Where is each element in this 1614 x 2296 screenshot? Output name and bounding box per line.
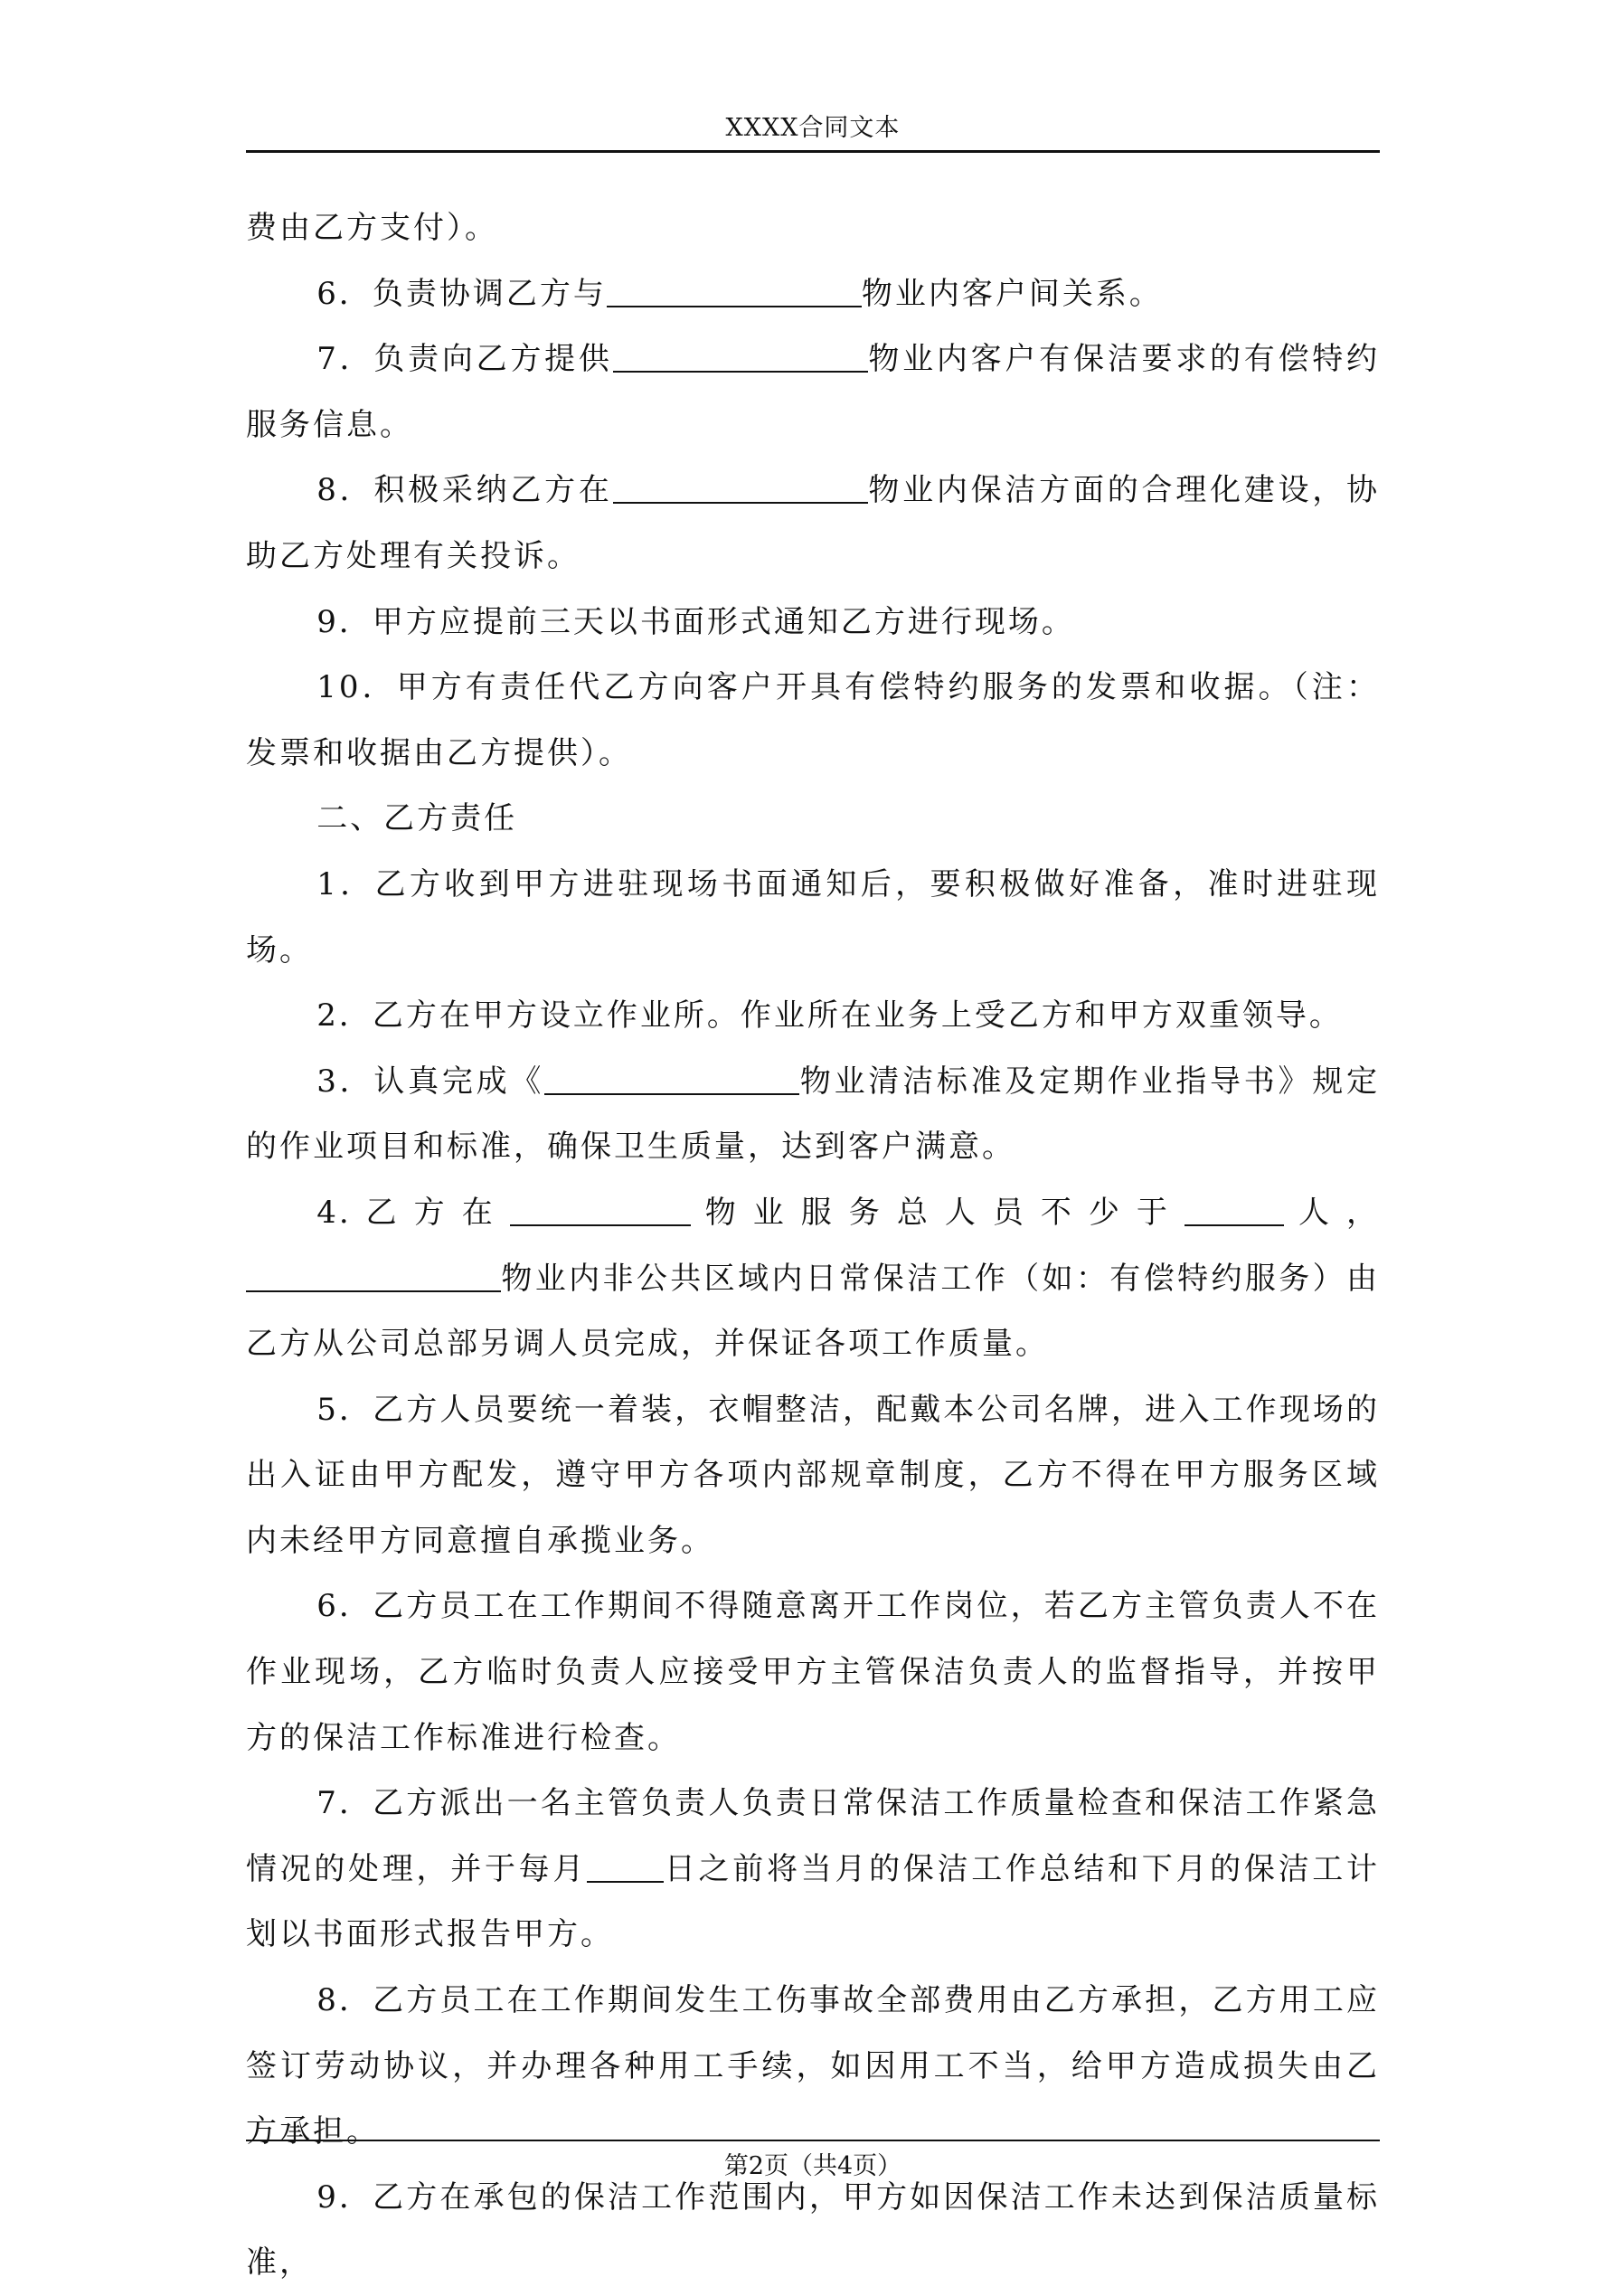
clause-b-8: 8．乙方员工在工作期间发生工伤事故全部费用由乙方承担，乙方用工应签订劳动协议，并办理各种用工手续，如因用工不当，给甲方造成损失由乙方承担。 (246, 1982, 1380, 2150)
clause-text: 8．积极采纳乙方在 (316, 472, 613, 509)
fill-in-blank[interactable] (607, 276, 862, 307)
clause-a-6 (246, 261, 1380, 327)
fill-in-blank[interactable] (587, 1852, 664, 1883)
clause-b-1: 1．乙方收到甲方进驻现场书面通知后，要积极做好准备，准时进驻现场。 (246, 865, 1380, 968)
clause-a-9: 9．甲方应提前三天以书面形式通知乙方进行现场。 (316, 603, 1075, 640)
page-header: XXXX合同文本 (725, 114, 901, 142)
document-body (246, 195, 1380, 2296)
clause-text: 物业服务总人员不少于 (690, 1194, 1185, 1231)
clause-a-7 (246, 326, 1380, 458)
clause-b-7 (246, 1771, 1380, 1968)
header-divider (246, 150, 1380, 153)
fill-in-blank[interactable] (246, 1261, 501, 1291)
clause-a-8 (246, 458, 1380, 589)
page-number: 第2页（共4页） (723, 2152, 902, 2180)
clause-text: 7．负责向乙方提供 (316, 341, 613, 378)
clause-text: 人， (1283, 1194, 1380, 1231)
section-heading-party-b: 二、乙方责任 (316, 800, 518, 837)
fill-in-blank[interactable] (544, 1064, 799, 1095)
clause-text: 4.乙方在 (316, 1194, 510, 1231)
fill-in-blank[interactable] (1185, 1195, 1284, 1226)
clause-text: 物业内保洁方面的合理化建设，协助乙方处理有关投诉。 (246, 472, 1380, 574)
clause-b-4 (246, 1180, 1380, 1377)
clause-text: 物业内客户间关系。 (861, 275, 1163, 312)
clause-a-10: 10．甲方有责任代乙方向客户开具有偿特约服务的发票和收据。（注：发票和收据由乙方提供）。 (246, 669, 1380, 771)
clause-text: 物业内客户有保洁要求的有偿特约服务信息。 (246, 341, 1380, 443)
paragraph-continuation: 费由乙方支付）。 (246, 210, 498, 246)
fill-in-blank[interactable] (510, 1195, 691, 1226)
clause-b-3 (246, 1049, 1380, 1180)
clause-text: 6．负责协调乙方与 (316, 275, 607, 312)
footer-divider (246, 2140, 1380, 2141)
clause-b-6: 6．乙方员工在工作期间不得随意离开工作岗位，若乙方主管负责人不在作业现场，乙方临时负责人应接受甲方主管保洁负责人的监督指导，并按甲方的保洁工作标准进行检查。 (246, 1588, 1380, 1756)
fill-in-blank[interactable] (613, 473, 868, 504)
fill-in-blank[interactable] (613, 342, 868, 373)
clause-b-2: 2．乙方在甲方设立作业所。作业所在业务上受乙方和甲方双重领导。 (316, 997, 1343, 1035)
clause-b-5: 5．乙方人员要统一着装，衣帽整洁，配戴本公司名牌，进入工作现场的出入证由甲方配发，遵守甲方各项内部规章制度，乙方不得在甲方服务区域内未经甲方同意擅自承揽业务。 (246, 1391, 1380, 1559)
clause-text: 3．认真完成《 (316, 1063, 545, 1100)
clause-text: 物业清洁标准及定期作业指导书》规定的作业项目和标准，确保卫生质量，达到客户满意。 (246, 1063, 1380, 1166)
clause-b-9: 9．乙方在承包的保洁工作范围内，甲方如因保洁工作未达到保洁质量标准， (246, 2178, 1380, 2282)
clause-text: 物业内非公共区域内日常保洁工作（如：有偿特约服务）由乙方从公司总部另调人员完成，并保证各项工作质量。 (246, 1260, 1380, 1363)
clause-text: 日之前将当月的保洁工作总结和下月的保洁工计划以书面形式报告甲方。 (246, 1850, 1381, 1953)
clause-text: 7．乙方派出一名主管负责人负责日常保洁工作质量检查和保洁工作紧急情况的处理，并于每月 (246, 1785, 1380, 1887)
